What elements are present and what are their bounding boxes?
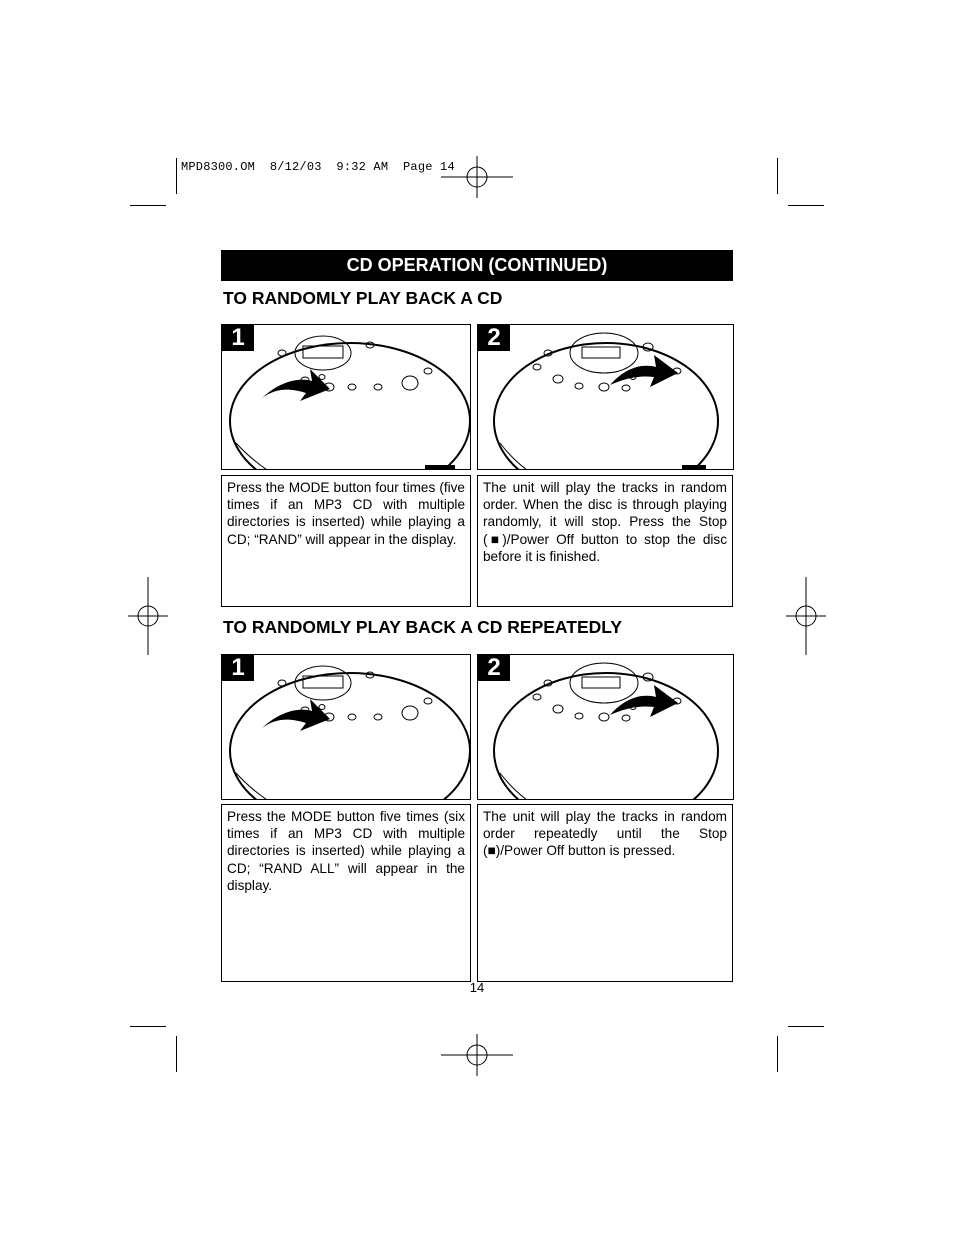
step-instruction: Press the MODE button five times (six times if an MP3 CD with multiple directories is inserted) while playing a CD; “RAND ALL” will appear in the display. (221, 804, 471, 982)
cd-player-illustration (222, 655, 470, 799)
step-illustration (221, 654, 471, 800)
step-instruction: The unit will play the tracks in random order. When the disc is through playing randomly, it will stop. Press the Stop (■)/Power Off button to stop the disc before it is finished. (477, 475, 733, 607)
step-illustration (221, 324, 471, 470)
cd-player-illustration (478, 655, 733, 799)
section-heading: TO RANDOMLY PLAY BACK A CD REPEATEDLY (223, 617, 623, 637)
page-number: 14 (469, 980, 485, 995)
cd-player-illustration (222, 325, 470, 469)
step-number: 2 (478, 325, 510, 351)
section-heading: TO RANDOMLY PLAY BACK A CD (223, 288, 503, 308)
step-number: 1 (222, 655, 254, 681)
step-illustration (477, 324, 734, 470)
step-instruction: Press the MODE button four times (five times if an MP3 CD with multiple directories is inserted) while playing a CD; “RAND” will appear in the display. (221, 475, 471, 607)
section-banner: CD OPERATION (CONTINUED) (221, 250, 733, 281)
step-number: 1 (222, 325, 254, 351)
cd-player-illustration (478, 325, 733, 469)
step-illustration (477, 654, 734, 800)
print-slug: MPD8300.OM 8/12/03 9:32 AM Page 14 (181, 160, 455, 174)
step-instruction: The unit will play the tracks in random order repeatedly until the Stop (■)/Power Off button is pressed. (477, 804, 733, 982)
step-number: 2 (478, 655, 510, 681)
